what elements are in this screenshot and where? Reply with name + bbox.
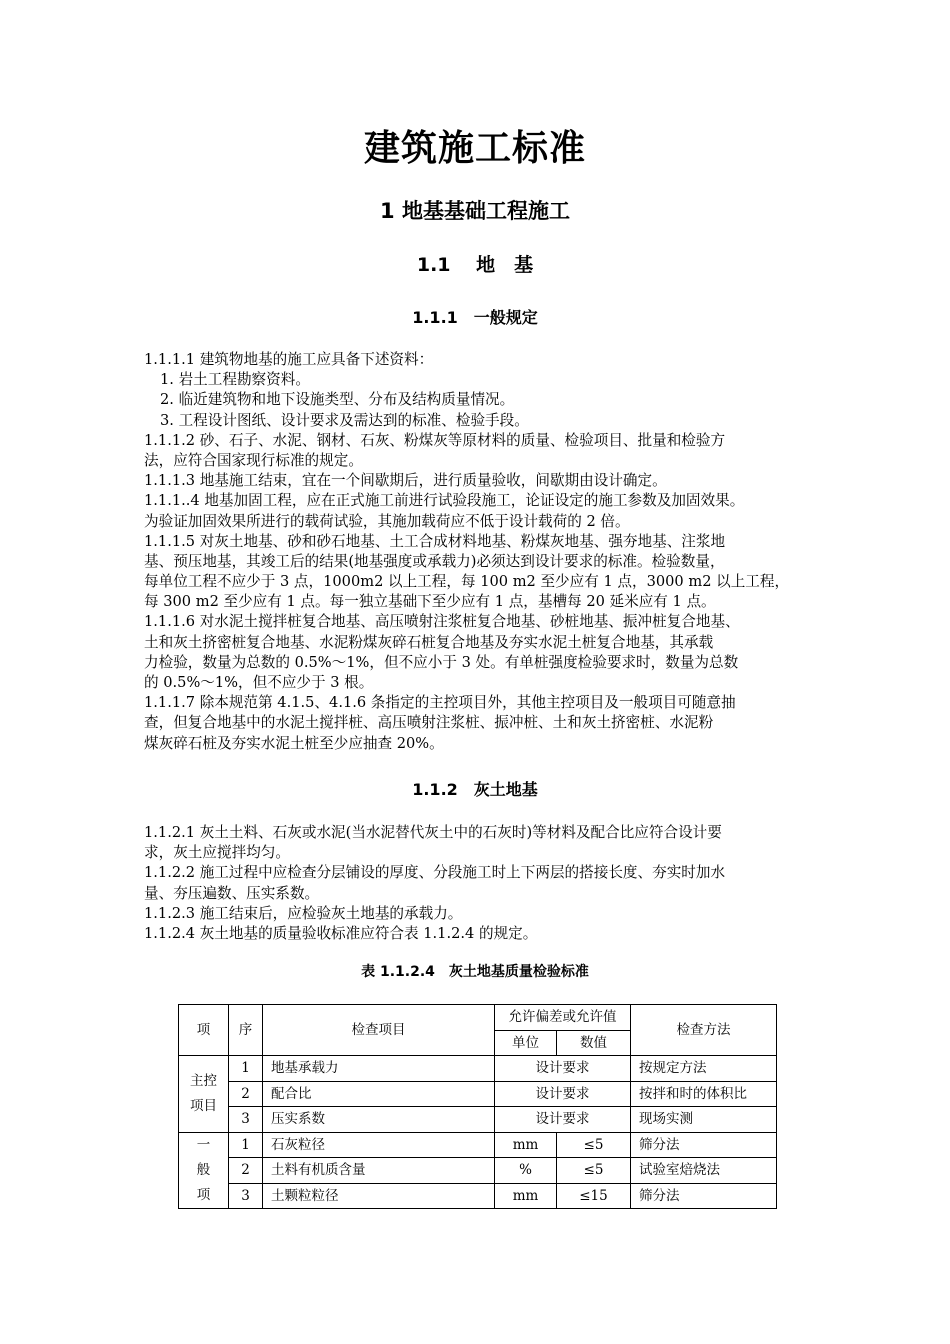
text-line: 1.1.1..4 地基加固工程，应在正式施工前进行试验段施工，论证设定的施工参数及加固效果。 [144,492,745,510]
header-tolerance: 允许偏差或允许值 [495,1005,631,1031]
subsection-heading-lime-soil: 1.1.2 灰土地基 [412,780,538,799]
cell-tolerance: 设计要求 [495,1056,631,1082]
cell-seq: 2 [229,1158,263,1184]
cell-tolerance: 设计要求 [495,1107,631,1133]
text-line: 1.1.2.2 施工过程中应检查分层铺设的厚度、分段施工时上下两层的搭接长度、夯实时加水 [144,864,726,882]
cell-tolerance: 设计要求 [495,1081,631,1107]
cell-check-item: 地基承载力 [263,1056,495,1082]
text-line: 力检验，数量为总数的 0.5%～1%，但不应小于 3 处。有单桩强度检验要求时，数量为总数 [144,653,739,671]
cell-unit: % [495,1158,557,1184]
table-row [179,1158,777,1184]
table-row [179,1081,777,1107]
table-row [179,1056,777,1082]
header-method: 检查方法 [631,1005,777,1056]
header-value: 数值 [557,1030,631,1056]
text-line: 3. 工程设计图纸、设计要求及需达到的标准、检验手段。 [160,411,529,429]
subsection-heading-general: 1.1.1 一般规定 [412,308,538,327]
header-seq: 序 [229,1005,263,1056]
table-row [179,1183,777,1209]
cell-method: 按拌和时的体积比 [631,1081,777,1107]
cell-check-item: 配合比 [263,1081,495,1107]
cell-seq: 1 [229,1056,263,1082]
header-check-item: 检查项目 [263,1005,495,1056]
group-label-text: 项目 [190,1097,217,1114]
text-line: 基、预压地基，其竣工后的结果(地基强度或承载力)必须达到设计要求的标准。检验数量， [144,552,725,570]
text-line: 每 300 m2 至少应有 1 点。每一独立基础下至少应有 1 点，基槽每 20 延米应有 1 点。 [144,593,716,611]
cell-value: ≤5 [557,1158,631,1184]
group-label-text: 项 [196,1186,211,1203]
cell-method: 现场实测 [631,1107,777,1133]
header-item: 项 [179,1005,229,1056]
group-label-general [179,1132,229,1209]
cell-method: 按规定方法 [631,1056,777,1082]
cell-unit: mm [495,1132,557,1158]
text-line: 1.1.2.3 施工结束后，应检验灰土地基的承载力。 [144,904,463,922]
text-line: 1.1.1.6 对水泥土搅拌桩复合地基、高压喷射注浆桩复合地基、砂桩地基、振冲桩复合地基、 [144,613,740,631]
group-label-text: 主控 [190,1072,217,1089]
cell-method: 试验室焙烧法 [631,1158,777,1184]
cell-check-item: 压实系数 [263,1107,495,1133]
text-line: 煤灰碎石桩及夯实水泥土桩至少应抽查 20%。 [144,734,444,752]
cell-seq: 2 [229,1081,263,1107]
cell-check-item: 土颗粒粒径 [263,1183,495,1209]
table-caption: 表 1.1.2.4 灰土地基质量检验标准 [361,964,589,980]
text-line: 查，但复合地基中的水泥土搅拌桩、高压喷射注浆桩、振冲桩、土和灰土挤密桩、水泥粉 [144,714,714,732]
text-line: 1.1.1.3 地基施工结束，宜在一个间歇期后，进行质量验收，间歇期由设计确定。 [144,472,667,490]
text-line: 每单位工程不应少于 3 点，1000m2 以上工程，每 100 m2 至少应有 1 点，3000 m2 以上工程， [144,573,790,591]
text-line: 1.1.2.4 灰土地基的质量验收标准应符合表 1.1.2.4 的规定。 [144,924,538,942]
text-line: 1.1.1.7 除本规范第 4.1.5、4.1.6 条指定的主控项目外，其他主控项目及一般项目可随意抽 [144,694,736,712]
lime-soil-text [144,823,824,944]
text-line: 的 0.5%～1%，但不应少于 3 根。 [144,674,374,691]
cell-unit: mm [495,1183,557,1209]
text-line: 1.1.1.1 建筑物地基的施工应具备下述资料： [144,351,434,368]
header-unit: 单位 [495,1030,557,1056]
text-line: 土和灰土挤密桩复合地基、水泥粉煤灰碎石桩复合地基及夯实水泥土桩复合地基，其承载 [144,633,714,651]
document-title: 建筑施工标准 [363,128,586,169]
cell-method: 筛分法 [631,1183,777,1209]
text-line: 量、夯压遍数、压实系数。 [144,884,320,902]
section-heading: 1.1 地 基 [416,254,534,276]
text-line: 法，应符合国家现行标准的规定。 [144,451,363,469]
group-label-text: 般 [196,1161,211,1178]
cell-value: ≤15 [557,1183,631,1209]
text-line: 1.1.1.2 砂、石子、水泥、钢材、石灰、粉煤灰等原材料的质量、检验项目、批量和检验方 [144,431,726,449]
cell-seq: 3 [229,1183,263,1209]
chapter-heading: 1 地基基础工程施工 [380,199,570,223]
group-label-text: 一 [196,1136,211,1153]
cell-check-item: 土料有机质含量 [263,1158,495,1184]
table-row [179,1132,777,1158]
text-line: 2. 临近建筑物和地下设施类型、分布及结构质量情况。 [160,391,515,409]
general-provisions-text [144,350,824,754]
cell-seq: 1 [229,1132,263,1158]
text-line: 1. 岩土工程勘察资料。 [160,371,310,389]
cell-value: ≤5 [557,1132,631,1158]
group-label-main-control [179,1056,229,1133]
text-line: 1.1.2.1 灰土土料、石灰或水泥(当水泥替代灰土中的石灰时)等材料及配合比应符合设计要 [144,824,722,841]
text-line: 为验证加固效果所进行的载荷试验，其施加载荷应不低于设计载荷的 2 倍。 [144,512,630,530]
text-line: 求，灰土应搅拌均匀。 [144,844,290,862]
table-header-row [179,1005,777,1031]
cell-method: 筛分法 [631,1132,777,1158]
quality-inspection-table [178,1004,777,1209]
cell-check-item: 石灰粒径 [263,1132,495,1158]
cell-seq: 3 [229,1107,263,1133]
table-row [179,1107,777,1133]
text-line: 1.1.1.5 对灰土地基、砂和砂石地基、土工合成材料地基、粉煤灰地基、强夯地基、注浆地 [144,532,726,550]
